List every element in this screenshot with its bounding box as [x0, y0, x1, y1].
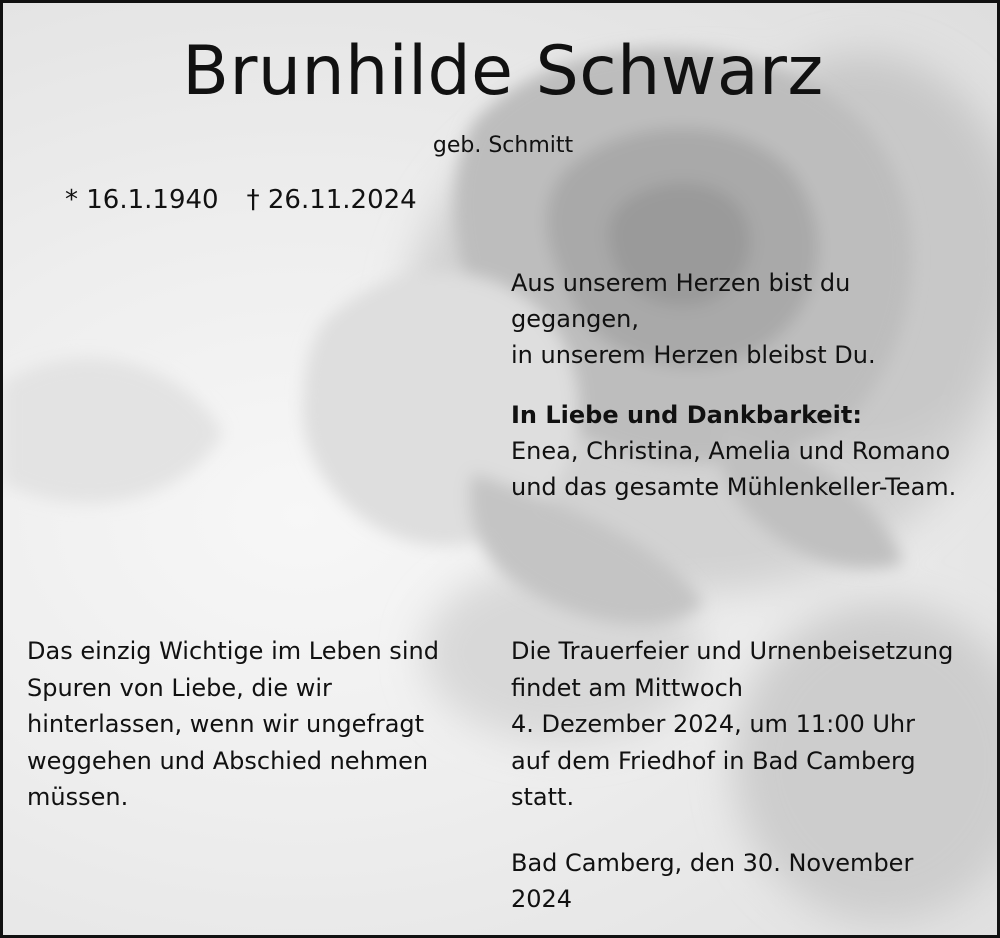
quote-line: weggehen und Abschied nehmen: [27, 746, 429, 775]
mourners-heading: In Liebe und Dankbarkeit:: [511, 401, 862, 429]
service-line: 4. Dezember 2024, um 11:00 Uhr: [511, 710, 916, 738]
quote-line: Das einzig Wichtige im Leben sind: [27, 637, 439, 665]
verse-line: in unserem Herzen bleibst Du.: [511, 341, 876, 369]
mourners-line: Enea, Christina, Amelia und Romano: [511, 437, 951, 465]
quote-line: hinterlassen, wenn wir ungefragt: [27, 710, 425, 738]
deceased-name: Brunhilde Schwarz: [182, 32, 824, 111]
service-line: statt.: [511, 783, 575, 811]
memorial-verse: [511, 265, 876, 373]
service-line: Die Trauerfeier und Urnenbeisetzung: [511, 637, 954, 665]
birth-date: * 16.1.1940: [65, 185, 219, 215]
mourners-line: und das gesamte Mühlenkeller-Team.: [511, 473, 957, 501]
service-line: findet am Mittwoch: [511, 673, 743, 702]
quote-line: müssen.: [27, 783, 129, 811]
death-date: † 26.11.2024: [246, 185, 417, 215]
place-date-line: 2024: [511, 885, 573, 913]
verse-line: Aus unserem Herzen bist du: [511, 269, 851, 297]
quote-block: [27, 633, 467, 816]
life-dates: [65, 185, 445, 215]
place-and-date: [511, 845, 981, 917]
quote-line: Spuren von Liebe, die wir: [27, 673, 332, 702]
verse-line: gegangen,: [511, 305, 639, 333]
mourners-block: [511, 397, 956, 505]
birth-name: geb. Schmitt: [432, 133, 574, 158]
place-date-line: Bad Camberg, den 30. November: [511, 849, 914, 877]
funeral-service-info: [511, 633, 981, 816]
service-line: auf dem Friedhof in Bad Camberg: [511, 746, 916, 775]
